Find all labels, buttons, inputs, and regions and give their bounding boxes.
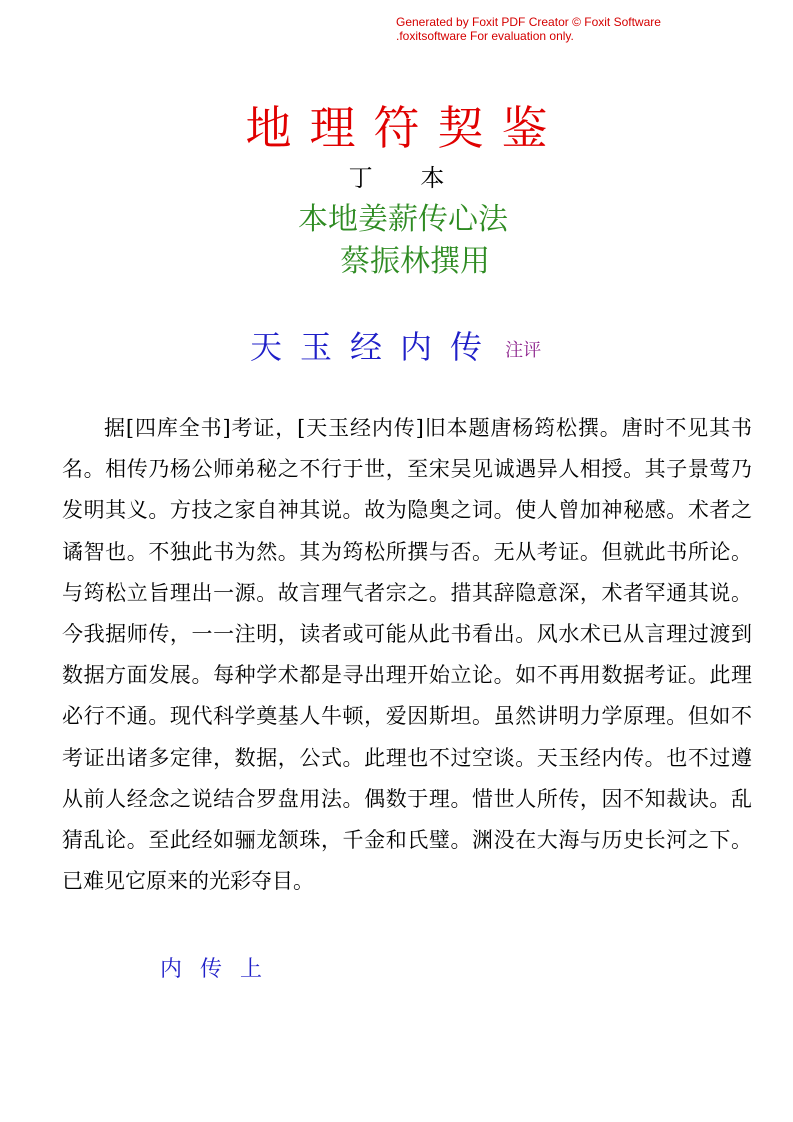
body-paragraph: 据[四库全书]考证，[天玉经内传]旧本题唐杨筠松撰。唐时不见其书名。相传乃杨公师弟秘之不行于世，至宋吴见诚遇异人相授。其子景莺乃发明其义。方技之家自神其说。故为隐奥之词。使人曾加神秘感。术者之谲智也。不独此书为然。其为筠松所撰与否。无从考证。但就此书所论。与筠松立旨理出一源。故言理气者宗之。措其辞隐意深，术者罕通其说。今我据师传，一一注明，读者或可能从此书看出。风水术已从言理过渡到数据方面发展。每种学术都是寻出理开始立论。如不再用数据考证。此理必行不通。现代科学奠基人牛顿，爱因斯坦。虽然讲明力学原理。但如不考证出诸多定律，数据，公式。此理也不过空谈。天玉经内传。也不过遵从前人经念之说结合罗盘用法。偶数于理。惜世人所传，因不知裁诀。乱猜乱论。至此经如骊龙颔珠，千金和氏璧。渊没在大海与历史长河之下。已难见它原来的光彩夺目。 [62,416,752,894]
author-given-name: 本 [420,164,445,192]
transmission-line: 本地姜薪传心法 [298,202,508,237]
subtitle-main: 天玉经内传 [250,328,501,366]
document-title: 地理符契鉴 [245,101,566,155]
subtitle-note: 注评 [505,340,542,361]
evaluation-watermark [396,15,661,43]
watermark-line-2: .foxitsoftware For evaluation only. [396,29,574,43]
section-heading: 内传上 [160,957,281,982]
compiler-line: 蔡振林撰用 [340,244,490,279]
author-surname: 丁 [348,164,373,192]
watermark-line-1: Generated by Foxit PDF Creator © Foxit Software [396,15,661,29]
author-line [0,160,793,196]
section-subtitle [250,324,541,370]
